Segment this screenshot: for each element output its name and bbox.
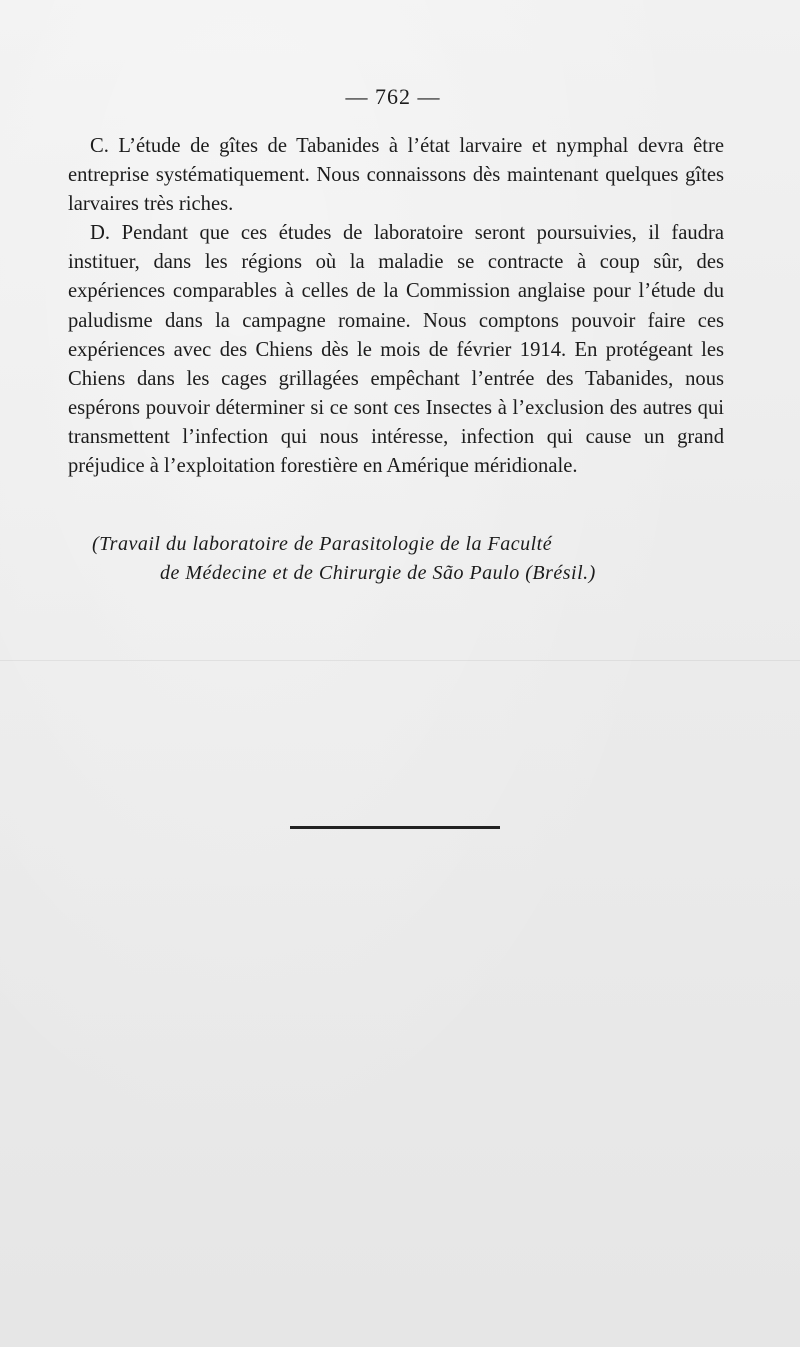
body-text — [68, 132, 724, 481]
paragraph-c: C. L’étude de gîtes de Tabanides à l’état larvaire et nymphal devra être entreprise systématiquement. Nous connaissons dès maintenant quelques gîtes larvaires très riches. — [68, 135, 724, 216]
credit-line-1: (Travail du laboratoire de Parasitologie de la Faculté — [92, 533, 553, 555]
credit-line-2: de Médecine et de Chirurgie de São Paulo (Brésil.) — [160, 562, 596, 584]
page-fold-shadow — [0, 660, 800, 661]
paragraph-d: D. Pendant que ces études de laboratoire seront poursuivies, il faudra instituer, dans les régions où la maladie se contracte à coup sûr, des expériences comparables à celles de la Commission anglaise pour l’étude du paludisme dans la campagne romaine. Nous comptons pouvoir faire ces expériences avec des Chiens dès le mois de février 1914. En protégeant les Chiens dans les cages grillagées empêchant l’entrée des Tabanides, nous espérons pouvoir déterminer si ce sont ces Insectes à l’exclusion des autres qui transmettent l’infection qui nous intéresse, infection qui cause un grand préjudice à l’exploitation forestière en Amérique méridionale. — [68, 222, 724, 478]
laboratory-credit — [68, 530, 724, 588]
end-rule-divider — [290, 826, 500, 829]
page-number: — 762 — — [345, 84, 441, 109]
